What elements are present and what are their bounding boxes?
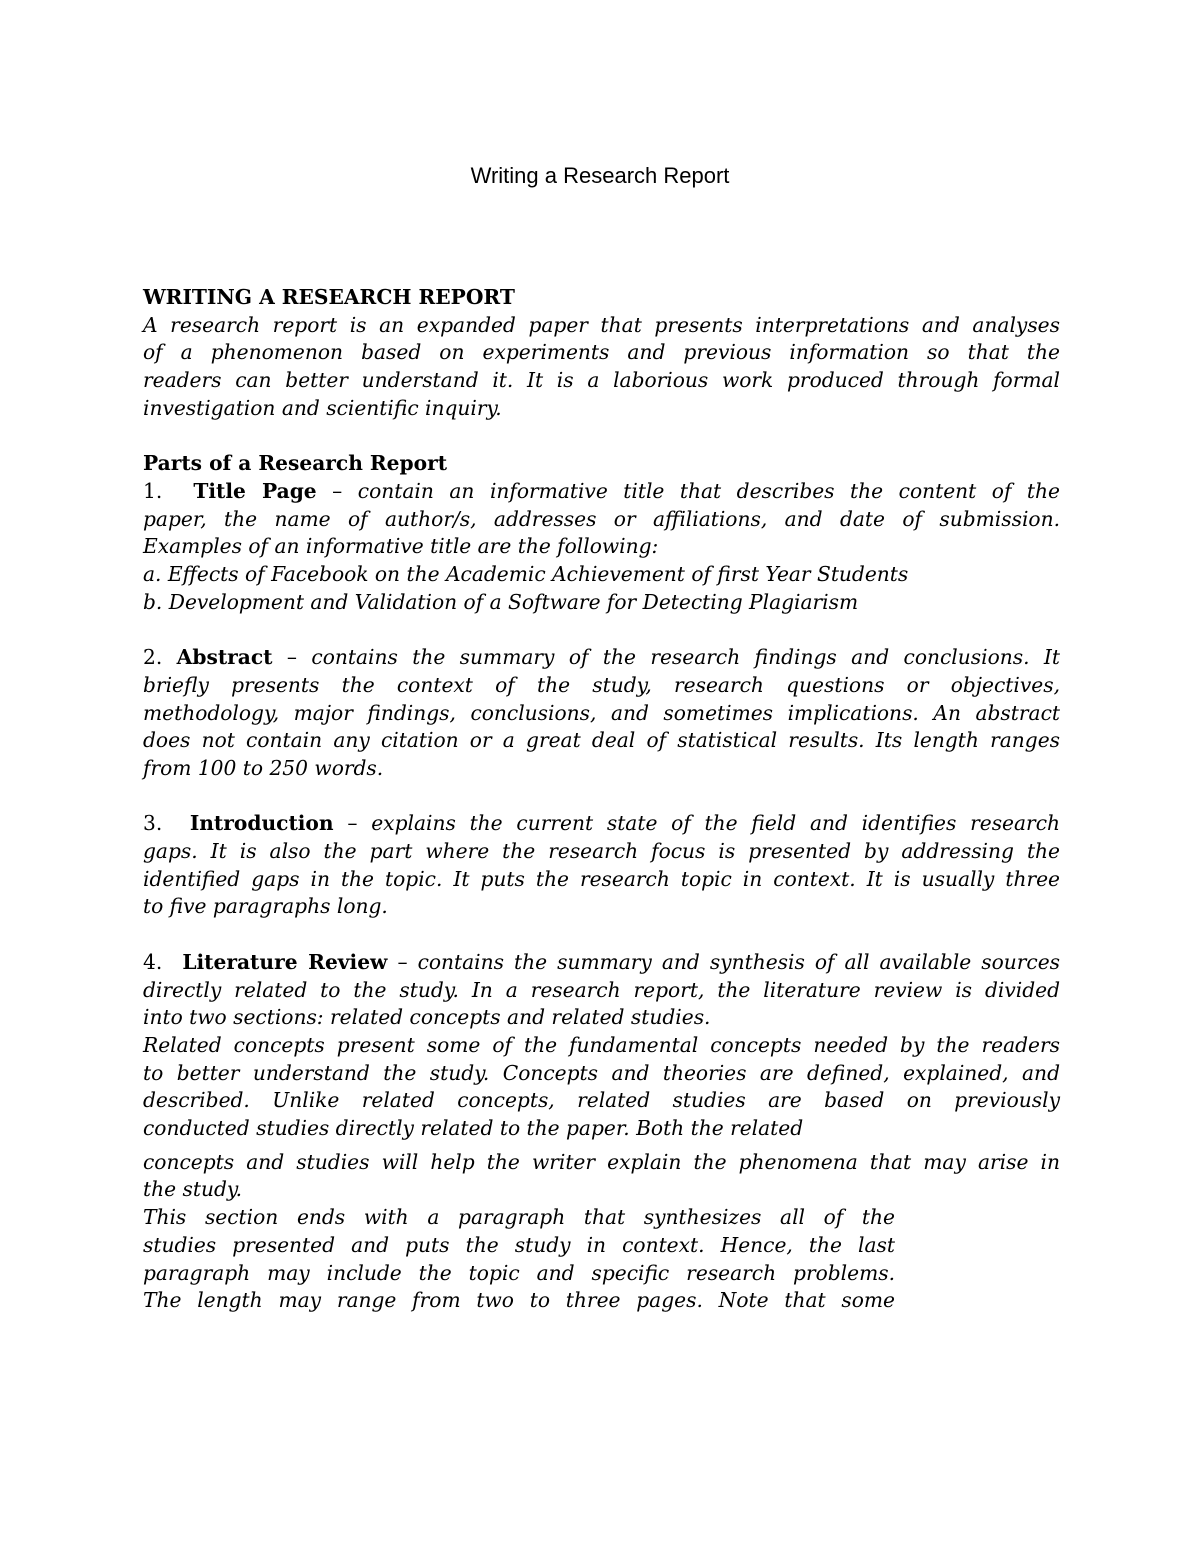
abstract-line: methodology, major findings, conclusions, and sometimes implications. An abstract xyxy=(143,700,1060,725)
document-body xyxy=(143,284,1060,1315)
introduction-item xyxy=(143,810,1060,838)
literature-review-line: directly related to the study. In a research report, the literature review is divided xyxy=(143,977,1060,1002)
literature-review-line: concepts and studies will help the writer explain the phenomena that may arise in xyxy=(143,1149,1060,1174)
item-number: 2. xyxy=(143,645,163,670)
item-number: 3. xyxy=(143,811,163,836)
literature-review-item xyxy=(143,949,1060,977)
item-number: 1. xyxy=(143,478,163,503)
literature-review-line: paragraph may include the topic and specific research problems. xyxy=(143,1260,895,1285)
item-term: Introduction xyxy=(189,811,334,836)
abstract-line: does not contain any citation or a great deal of statistical results. Its length ranges xyxy=(143,728,1060,753)
title-page-line: paper, the name of author/s, addresses or affiliations, and date of submission. xyxy=(143,506,1060,531)
introduction-line: identified gaps in the topic. It puts the research topic in context. It is usually three xyxy=(143,866,1060,891)
page-title: Writing a Research Report xyxy=(470,163,730,188)
item-dash: – xyxy=(387,949,408,974)
literature-review-line: to better understand the study. Concepts and theories are defined, explained, and xyxy=(143,1060,1060,1085)
section-heading-writing-report: WRITING A RESEARCH REPORT xyxy=(143,285,515,309)
item-term: Literature Review xyxy=(182,949,388,974)
item-dash: – xyxy=(272,645,297,670)
item-dash: – xyxy=(333,811,358,836)
spacer xyxy=(143,423,1060,451)
abstract-line: from 100 to 250 words. xyxy=(143,755,384,780)
title-example-b: b. Development and Validation of a Software for Detecting Plagiarism xyxy=(143,589,859,614)
item-text: contains the summary and synthesis of all available sources xyxy=(407,949,1061,974)
title-page-item xyxy=(143,478,1060,506)
item-term: Title Page xyxy=(193,478,317,503)
intro-line: of a phenomenon based on experiments and previous information so that the xyxy=(143,340,1060,365)
literature-review-line: studies presented and puts the study in context. Hence, the last xyxy=(143,1232,895,1257)
literature-review-line: Related concepts present some of the fundamental concepts needed by the readers xyxy=(143,1032,1060,1057)
abstract-line: briefly presents the context of the study, research questions or objectives, xyxy=(143,672,1060,697)
item-text: contain an informative title that describes the content of the xyxy=(342,478,1060,503)
intro-line: readers can better understand it. It is a laborious work produced through formal xyxy=(143,368,1060,393)
item-number: 4. xyxy=(143,949,163,974)
introduction-line: to five paragraphs long. xyxy=(143,894,388,919)
literature-review-line: conducted studies directly related to the paper. Both the related xyxy=(143,1116,804,1141)
abstract-item xyxy=(143,644,1060,672)
title-example-a: a. Effects of Facebook on the Academic Achievement of first Year Students xyxy=(143,562,909,587)
item-text: contains the summary of the research findings and conclusions. It xyxy=(296,645,1060,670)
intro-line: A research report is an expanded paper that presents interpretations and analyses xyxy=(143,312,1060,337)
spacer xyxy=(143,616,1060,644)
section-heading-parts: Parts of a Research Report xyxy=(143,451,448,476)
spacer xyxy=(143,921,1060,949)
item-dash: – xyxy=(316,478,343,503)
introduction-line: gaps. It is also the part where the research focus is presented by addressing the xyxy=(143,839,1060,864)
literature-review-line: described. Unlike related concepts, related studies are based on previously xyxy=(143,1088,1060,1113)
title-page-line: Examples of an informative title are the following: xyxy=(143,534,659,559)
literature-review-line: This section ends with a paragraph that synthesizes all of the xyxy=(143,1205,895,1230)
intro-line: investigation and scientific inquiry. xyxy=(143,395,502,420)
literature-review-line: the study. xyxy=(143,1177,243,1202)
literature-review-line: The length may range from two to three pages. Note that some xyxy=(143,1288,895,1313)
spacer xyxy=(143,783,1060,811)
literature-review-line: into two sections: related concepts and related studies. xyxy=(143,1005,711,1030)
item-text: explains the current state of the field and identifies research xyxy=(357,811,1061,836)
item-term: Abstract xyxy=(176,645,273,670)
